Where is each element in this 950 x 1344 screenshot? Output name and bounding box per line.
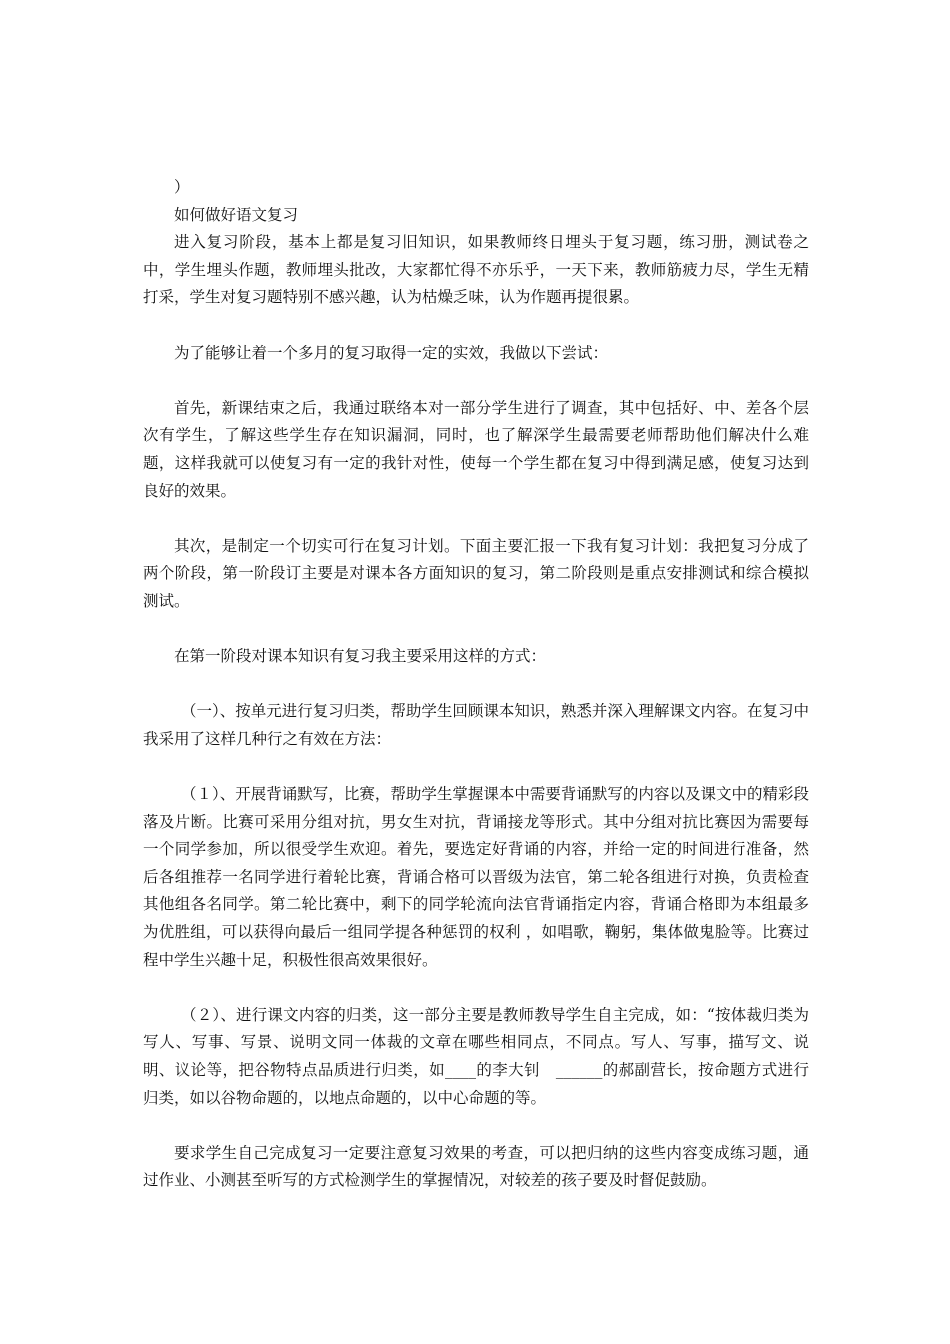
paragraph-gap [143,753,809,781]
paragraph-stage-one: 在第一阶段对课本知识有复习我主要采用这样的方式： [174,647,547,666]
document-body [143,174,809,1195]
paragraph-gap [143,974,809,1002]
paragraph-gap [143,505,809,533]
paragraph-intro: 进入复习阶段，基本上都是复习旧知识，如果教师终日埋头于复习题，练习册，测试卷之中，学生埋头作题，教师埋头批改，大家都忙得不亦乐乎，一天下来，教师筋疲力尽，学生无精打采，学生对复习题特别不感兴趣，认为枯燥乏味，认为作题再提很累。 [143,233,809,307]
paragraph-gap [143,312,809,340]
paragraph-gap [143,1112,809,1140]
paragraph-gap [143,367,809,395]
paragraph-section-one: （一）、按单元进行复习归类，帮助学生回顾课本知识，熟悉并深入理解课文内容。在复习中我采用了这样几种行之有效在方法： [143,702,809,748]
paragraph-goal: 为了能够让着一个多月的复习取得一定的实效，我做以下尝试： [174,343,609,362]
paragraph-gap [143,616,809,644]
paragraph-conclusion: 要求学生自己完成复习一定要注意复习效果的考查，可以把归纳的这些内容变成练习题，通过作业、小测甚至听写的方式检测学生的掌握情况，对较差的孩子要及时督促鼓励。 [143,1143,809,1190]
paragraph-item-one: （１）、开展背诵默写，比赛，帮助学生掌握课本中需要背诵默写的内容以及课文中的精彩段落及片断。比赛可采用分组对抗，男女生对抗，背诵接龙等形式。其中分组对抗比赛因为需要每一个同学参加，所以很受学生欢迎。着先，要选定好背诵的内容，并给一定的时间进行准备，然后各组推荐一名同学进行着轮比赛，背诵合格可以晋级为法官，第二轮各组进行对换，负责检查其他组各名同学。第二轮比赛中，剩下的同学轮流向法官背诵指定内容，背诵合格即为本组最多为优胜组，可以获得向最后一组同学提各种惩罚的权利 ，如唱歌，鞠躬，集体做鬼脸等。比赛过程中学生兴趣十足，积极性很高效果很好。 [143,785,809,969]
paragraph-gap [143,671,809,699]
document-title: 如何做好语文复习 [174,205,299,224]
paragraph-first: 首先，新课结束之后，我通过联络本对一部分学生进行了调查，其中包括好、中、差各个层次有学生，了解这些学生存在知识漏洞，同时，也了解深学生最需要老师帮助他们解决什么难题，这样我就可以使复习有一定的我针对性，使每一个学生都在复习中得到满足感，使复习达到良好的效果。 [143,398,809,500]
bracket-line: ） [174,178,190,196]
paragraph-item-two: （２）、进行课文内容的归类，这一部分主要是教师教导学生自主完成，如：“按体裁归类为写人、写事、写景、说明文同一体裁的文章在哪些相同点，不同点。写人、写事，描写文、说明、议论等，把谷物特点品质进行归类，如____的李大钊 ______的郝副营长，按命题方式进行归类，如以谷物命题的，以地点命题的，以中心命题的等。 [143,1005,809,1107]
paragraph-second: 其次，是制定一个切实可行在复习计划。下面主要汇报一下我有复习计划：我把复习分成了两个阶段，第一阶段订主要是对课本各方面知识的复习，第二阶段则是重点安排测试和综合模拟测试。 [143,536,809,610]
